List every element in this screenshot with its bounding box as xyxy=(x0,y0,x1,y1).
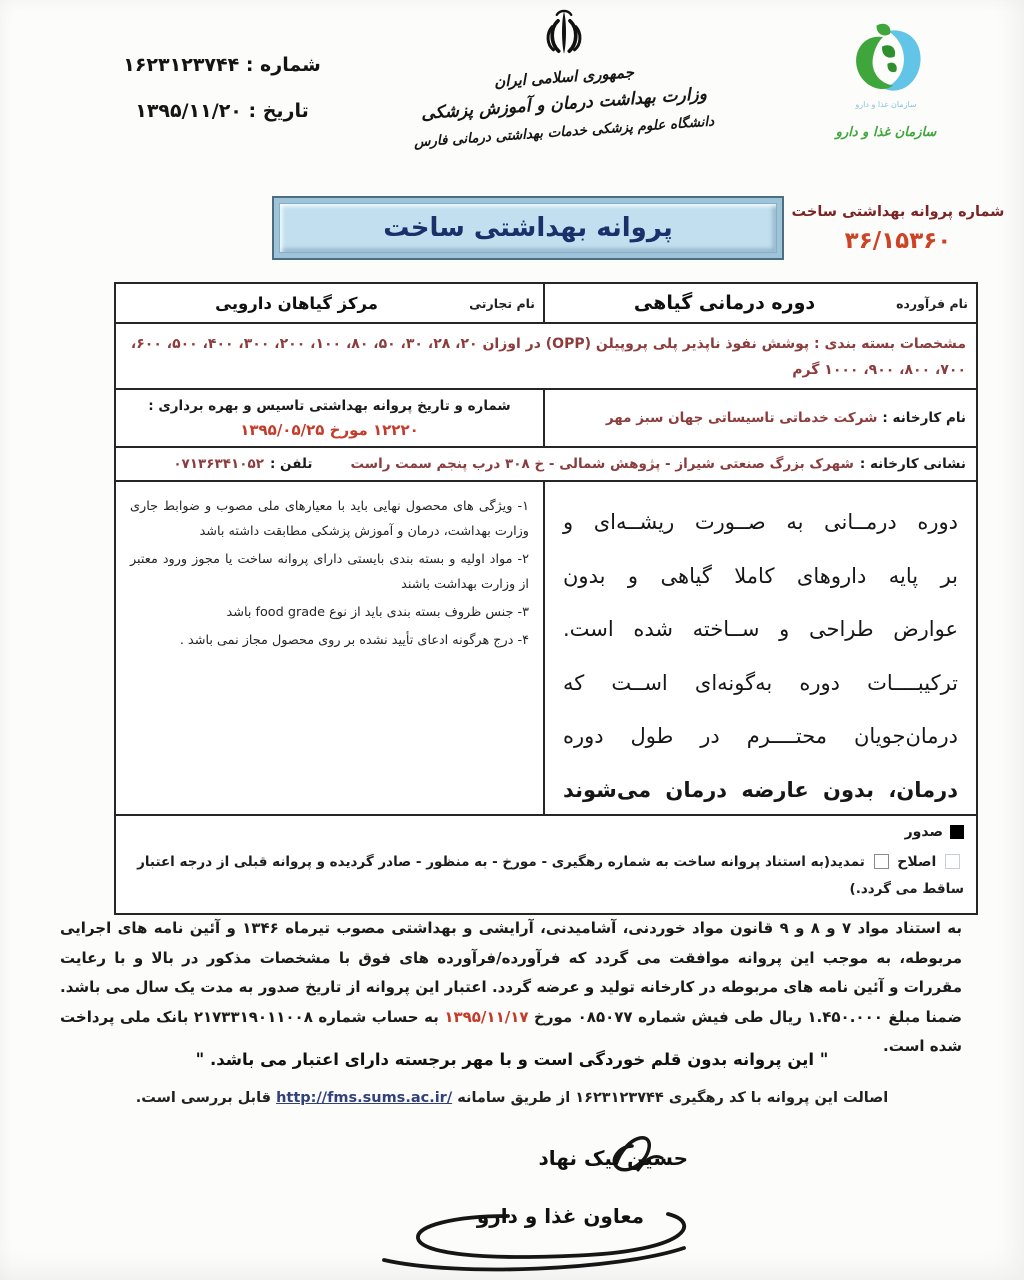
letterhead xyxy=(368,4,760,151)
amend-renew-options xyxy=(128,849,964,903)
conditions-notes xyxy=(116,482,543,814)
note-item: ۳- جنس ظروف بسته بندی باید از نوع food grade باشد xyxy=(226,605,529,620)
page-title: پروانه بهداشتی ساخت xyxy=(383,213,673,243)
org-line-ministry: وزارت بهداشت درمان و آموزش پزشکی xyxy=(420,84,708,124)
table-row-address xyxy=(116,446,976,480)
address-value: شهرک بزرگ صنعتی شیراز - پژوهش شمالی - خ ۳۰۸ درب پنجم سمت راست xyxy=(350,456,854,472)
signatory-name: حسین نیک نهاد xyxy=(538,1146,688,1170)
verification-url-link[interactable]: http://fms.sums.ac.ir/ xyxy=(276,1090,453,1106)
checkbox-filled-icon xyxy=(950,825,964,839)
table-row-issuance xyxy=(116,814,976,913)
description-line: ترکیبــــات دوره به‌گونه‌ای اســت که xyxy=(563,670,958,695)
issue-label: صدور xyxy=(904,824,943,840)
product-cell xyxy=(543,284,976,322)
renew-text: تمدید(به استناد پروانه ساخت به شماره رهگیری - مورخ - به منظور - صادر گردیده و پروانه قبلی از درجه اعتبار ساقط می گردد.) xyxy=(137,854,964,897)
trade-name-value: مرکز گیاهان دارویی xyxy=(215,293,378,313)
iran-emblem-icon xyxy=(531,6,597,66)
amend-label: اصلاح xyxy=(897,854,937,870)
title-banner-inner xyxy=(279,203,777,253)
license-table xyxy=(114,282,978,915)
trade-name-cell xyxy=(116,284,543,322)
issue-option xyxy=(128,824,964,840)
document-date-label: تاریخ : xyxy=(248,100,309,122)
checkbox-empty-icon xyxy=(874,854,889,869)
product-description xyxy=(543,482,976,814)
description-line: درمان‌جویان محتــــرم در طول دوره xyxy=(563,724,958,748)
document-date xyxy=(72,88,372,134)
table-row-description-notes xyxy=(116,480,976,814)
description-line: بر پایه داروهای کاملا گیاهی و بدون xyxy=(563,563,958,588)
phone-label: تلفن : xyxy=(269,456,313,472)
product-value: دوره درمانی گیاهی xyxy=(633,292,816,314)
license-number-value: ۳۶/۱۵۳۶۰ xyxy=(844,228,952,254)
factory-name-value: شرکت خدماتی تاسیساتی جهان سبز مهر xyxy=(605,410,878,426)
validity-statement: " این پروانه بدون قلم خوردگی است و با مهر برجسته دارای اعتبار می باشد. " xyxy=(195,1050,829,1069)
factory-name-cell xyxy=(543,390,976,446)
description-line: دوره درمــانی به صــورت ریشــه‌ای و xyxy=(563,510,958,534)
address-label: نشانی کارخانه : xyxy=(859,456,966,472)
legal-paragraph xyxy=(60,914,962,1062)
description-line: عوارض طراحی و ســاخته شده است. xyxy=(563,617,958,641)
fda-logo-block xyxy=(824,20,948,140)
license-number-block xyxy=(790,204,1006,254)
establishment-license-value: ۱۲۲۲۰ مورخ ۱۳۹۵/۰۵/۲۵ xyxy=(240,421,419,439)
packaging-label: مشخصات بسته بندی : xyxy=(814,336,966,352)
establishment-license-cell xyxy=(116,390,543,446)
trade-name-label: نام تجارتی xyxy=(469,295,535,311)
verify-prefix: اصالت این پروانه با کد رهگیری xyxy=(668,1090,889,1106)
fda-caption-watermark: سازمان غذا و دارو xyxy=(855,100,917,109)
product-label: نام فرآورده xyxy=(896,295,968,311)
title-banner xyxy=(272,196,784,260)
factory-name-label: نام کارخانه : xyxy=(882,410,966,426)
legal-text-part1: به استناد مواد ۷ و ۸ و ۹ قانون مواد خوردنی، آشامیدنی، آرایشی و بهداشتی مصوب تیرماه ۱۳۴۶ و آئین نامه های اجرایی مربوطه، به موجب این پروانه موافقت می گردد که فرآورده/فرآورده های فوق با مشخصات مذکور در بالا و با رعایت مقررات و آئین نامه های مربوطه در کارخانه تولید و عرضه گردد. اعتبار این پروانه از تاریخ صدور به مدت یک سال می باشد. ضمنا مبلغ ۱.۴۵۰.۰۰۰ ریال طی فیش شماره ۰۸۵۰۷۷ مورخ xyxy=(60,919,962,1026)
packaging-opp-code: (OPP) xyxy=(545,336,591,352)
document-meta xyxy=(72,42,372,134)
legal-text-part2: به حساب شماره ۲۱۷۳۳۱۹۰۱۱۰۰۸ بانک ملی پرداخت شده است. xyxy=(60,1007,962,1055)
packaging-value-before: پوشش نفوذ ناپذیر پلی پروپیلن xyxy=(595,336,810,352)
phone-value: ۰۷۱۳۶۳۴۱۰۵۲ xyxy=(173,456,264,472)
signatory-title: معاون غذا و دارو xyxy=(476,1204,644,1228)
food-drug-organization-logo-icon xyxy=(847,20,925,98)
checkbox-empty-icon xyxy=(945,854,960,869)
org-line-university: دانشگاه علوم پزشکی خدمات بهداشتی درمانی فارس xyxy=(413,113,715,151)
tracking-code: ۱۶۲۳۱۲۳۷۴۴ xyxy=(575,1090,664,1106)
note-item: ۱- ویژگی های محصول نهایی باید با معیارهای ملی مصوب و ضوابط جاری وزارت بهداشت، درمان و آموزش پزشکی مطابقت داشته باشد xyxy=(130,499,529,539)
packaging-value-after: در اوزان ۲۰، ۲۸، ۳۰، ۵۰، ۸۰، ۱۰۰، ۲۰۰، ۳۰۰، ۴۰۰، ۵۰۰، ۶۰۰، ۷۰۰، ۸۰۰، ۹۰۰، ۱۰۰۰ گرم xyxy=(130,336,966,378)
signature-block xyxy=(366,1128,722,1278)
table-row-packaging xyxy=(116,322,976,388)
verification-line xyxy=(0,1090,1024,1106)
fda-caption: سازمان غذا و دارو xyxy=(835,125,937,140)
note-item: ۴- درج هرگونه ادعای تأیید نشده بر روی محصول مجاز نمی باشد . xyxy=(179,633,529,648)
document-number-value: ۱۶۲۳۱۲۳۷۴۴ xyxy=(123,54,240,76)
legal-payment-date: ۱۳۹۵/۱۱/۱۷ xyxy=(444,1007,529,1026)
table-row-factory xyxy=(116,388,976,446)
note-item: ۲- مواد اولیه و بسته بندی بایستی دارای پروانه ساخت یا مجوز ورود معتبر از وزارت بهداشت باشند xyxy=(130,552,529,592)
document-number-label: شماره : xyxy=(245,54,321,76)
table-row-product xyxy=(116,284,976,322)
document-date-value: ۱۳۹۵/۱۱/۲۰ xyxy=(135,100,242,122)
establishment-license-label: شماره و تاریخ پروانه بهداشتی تاسیس و بهره برداری : xyxy=(148,398,511,414)
verify-suffix: قابل بررسی است. xyxy=(135,1090,272,1106)
verify-middle: از طریق سامانه xyxy=(457,1090,571,1106)
license-number-label: شماره پروانه بهداشتی ساخت xyxy=(791,204,1005,220)
org-line-republic: جمهوری اسلامی ایران xyxy=(493,63,635,91)
description-line: درمان، بدون عارضه درمان می‌شوند xyxy=(563,777,958,802)
document-number xyxy=(72,42,372,88)
